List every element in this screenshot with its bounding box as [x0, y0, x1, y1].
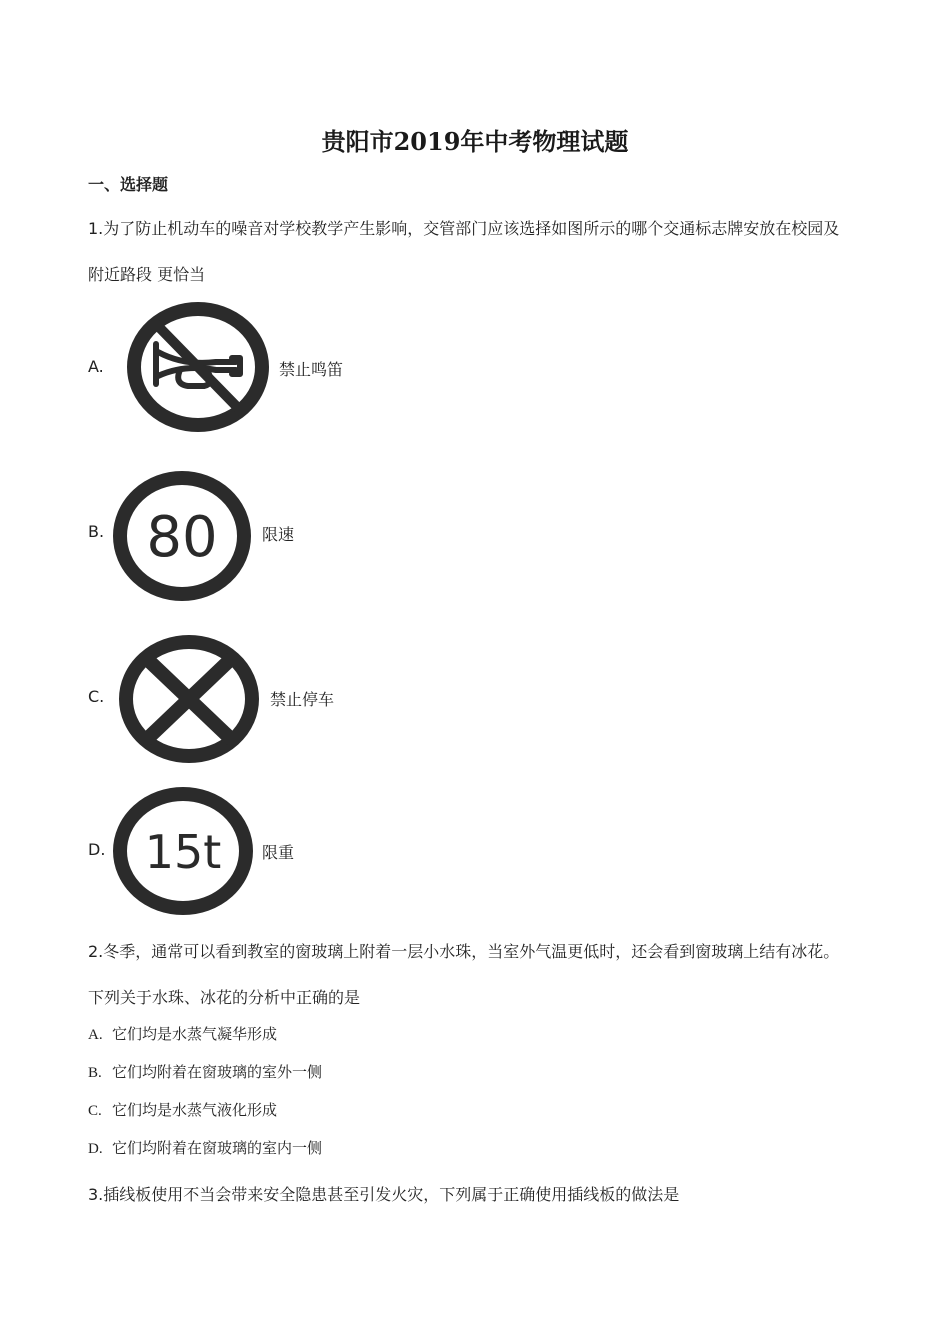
section-heading: 一、选择题	[88, 175, 169, 194]
option-b-label: 限速	[262, 525, 295, 544]
question-2-option-a: A. 它们均是水蒸气凝华形成	[88, 1025, 278, 1043]
no-horn-sign-icon	[124, 300, 272, 434]
option-a-label: 禁止鸣笛	[279, 360, 344, 379]
no-parking-sign-icon	[116, 632, 262, 766]
question-1-line-1	[88, 216, 839, 239]
question-2-line-2: 下列关于水珠、冰花的分析中正确的是	[88, 988, 361, 1007]
question-2-option-b: B. 它们均附着在窗玻璃的室外一侧	[88, 1063, 323, 1081]
weight-limit-value: 15t	[144, 825, 222, 879]
page-title: 贵阳市2019年中考物理试题	[321, 127, 629, 156]
option-c-letter: C.	[88, 687, 105, 706]
option-b-letter: B.	[88, 522, 105, 541]
option-d-letter: D.	[88, 840, 106, 859]
option-a-letter: A.	[88, 357, 104, 376]
question-2-option-d: D. 它们均附着在窗玻璃的室内一侧	[88, 1139, 323, 1157]
question-2-line-1	[88, 939, 839, 962]
question-3-number: 3.	[88, 1185, 104, 1204]
question-2-text: 冬季，通常可以看到教室的窗玻璃上附着一层小水珠，当室外气温更低时，还会看到窗玻璃上结有冰花。	[103, 942, 840, 961]
speed-limit-value: 80	[146, 505, 218, 570]
option-d-label: 限重	[262, 843, 295, 862]
question-3-line-1	[88, 1182, 679, 1205]
question-2-number: 2.	[88, 942, 104, 961]
question-2-option-c: C. 它们均是水蒸气液化形成	[88, 1101, 278, 1119]
question-1-line-2: 附近路段 更恰当	[88, 265, 206, 284]
speed-limit-sign-icon	[110, 468, 254, 604]
weight-limit-sign-icon	[110, 784, 256, 918]
question-3-text: 插线板使用不当会带来安全隐患甚至引发火灾，下列属于正确使用插线板的做法是	[103, 1185, 680, 1204]
option-c-label: 禁止停车	[270, 690, 335, 709]
question-1-number: 1.	[88, 219, 104, 238]
question-1-text: 为了防止机动车的噪音对学校教学产生影响，交管部门应该选择如图所示的哪个交通标志牌安放在校园及	[103, 219, 840, 238]
